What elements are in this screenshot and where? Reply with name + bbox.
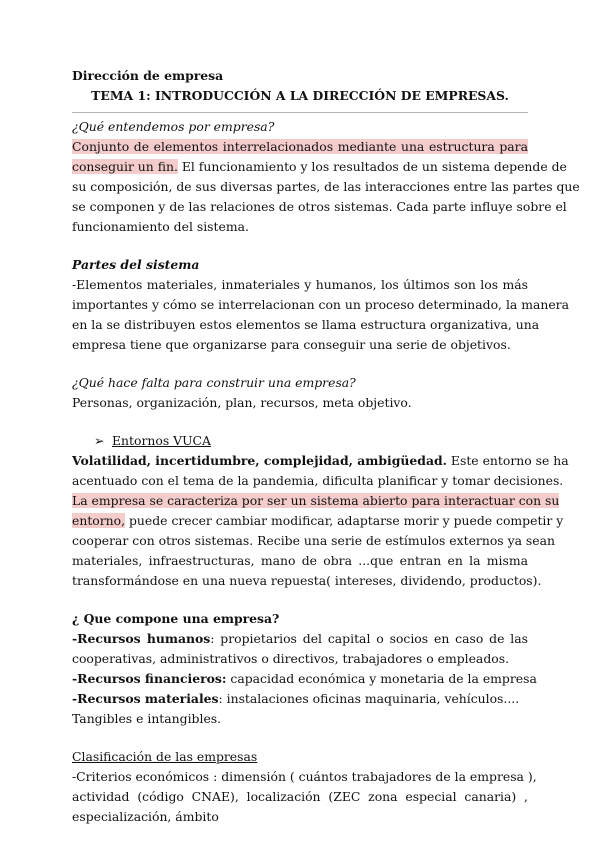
spacer xyxy=(72,237,528,255)
section-heading-empresa: ¿Qué entendemos por empresa? xyxy=(72,119,275,134)
arrow-bullet-icon: ➢ xyxy=(94,433,105,448)
spacer xyxy=(72,591,528,609)
paragraph-line: Tangibles e intangibles. xyxy=(72,711,222,726)
paragraph-line xyxy=(72,689,528,709)
paragraph-line xyxy=(72,511,564,531)
vuca-heading-text: Entornos VUCA xyxy=(112,433,211,448)
text-run: El funcionamiento y los resultados de un sistema depende de xyxy=(177,159,567,174)
highlighted-definition: conseguir un fin. xyxy=(72,159,178,174)
paragraph-line: -Elementos materiales, inmateriales y humanos, los últimos son los más xyxy=(72,277,528,292)
paragraph-line: Personas, organización, plan, recursos, meta objetivo. xyxy=(72,395,412,410)
section-heading-partes: Partes del sistema xyxy=(72,257,200,272)
paragraph-line: materiales, infraestructuras, mano de obra ...que entran en la misma xyxy=(72,553,528,568)
text-run: puede crecer cambiar modificar, adaptarse morir y puede competir y xyxy=(125,513,564,528)
paragraph-line xyxy=(72,669,537,689)
title-divider xyxy=(72,112,528,113)
paragraph-line: en la se distribuyen estos elementos se llama estructura organizativa, una xyxy=(72,317,540,332)
highlighted-text: entorno, xyxy=(72,513,126,528)
course-name: Dirección de empresa xyxy=(72,68,224,83)
paragraph-line: importantes y cómo se interrelacionan con un proceso determinado, la manera xyxy=(72,297,569,312)
paragraph-line: cooperativas, administrativos o directivos, trabajadores o empleados. xyxy=(72,651,510,666)
section-heading-vuca xyxy=(72,431,528,451)
text-run: : instalaciones oficinas maquinaria, vehículos.... xyxy=(218,691,520,706)
paragraph-line: su composición, de sus diversas partes, de las interacciones entre las partes que xyxy=(72,179,580,194)
paragraph-line: especialización, ámbito xyxy=(72,809,219,824)
spacer xyxy=(72,413,528,431)
paragraph-line: -Criterios económicos : dimensión ( cuántos trabajadores de la empresa ), xyxy=(72,769,537,784)
section-heading-compone: ¿ Que compone una empresa? xyxy=(72,611,280,626)
document-page xyxy=(72,66,580,827)
paragraph-line: funcionamiento del sistema. xyxy=(72,219,249,234)
text-run: Este entorno se ha xyxy=(446,453,569,468)
spacer xyxy=(72,355,528,373)
paragraph-line: empresa tiene que organizarse para conseguir una serie de objetivos. xyxy=(72,337,511,352)
highlighted-text: La empresa se caracteriza por ser un sistema abierto para interactuar con su xyxy=(72,493,560,508)
paragraph-line xyxy=(72,629,528,649)
vuca-terms: Volatilidad, incertidumbre, complejidad, ambigüedad. xyxy=(72,453,447,468)
highlighted-definition: Conjunto de elementos interrelacionados mediante una estructura para xyxy=(72,139,528,154)
paragraph-line xyxy=(72,451,569,471)
text-run: : propietarios del capital o socios en caso de las xyxy=(210,631,528,646)
paragraph-line xyxy=(72,137,528,157)
paragraph-line xyxy=(72,157,567,177)
section-heading-clasificacion: Clasificación de las empresas xyxy=(72,749,258,764)
document-title: TEMA 1: INTRODUCCIÓN A LA DIRECCIÓN DE EMPRESAS. xyxy=(91,88,509,103)
paragraph-line: actividad (código CNAE), localización (ZEC zona especial canaria) , xyxy=(72,789,528,804)
paragraph-line xyxy=(72,491,560,511)
paragraph-line: cooperar con otros sistemas. Recibe una serie de estímulos externos ya sean xyxy=(72,533,555,548)
resource-label-financieros: -Recursos financieros: xyxy=(72,671,227,686)
paragraph-line: acentuado con el tema de la pandemia, dificulta planificar y tomar decisiones. xyxy=(72,473,564,488)
paragraph-line: se componen y de las relaciones de otros sistemas. Cada parte influye sobre el xyxy=(72,199,567,214)
text-run: capacidad económica y monetaria de la empresa xyxy=(226,671,537,686)
paragraph-line: transformándose en una nueva repuesta( intereses, dividendo, productos). xyxy=(72,573,542,588)
resource-label-humanos: -Recursos humanos xyxy=(72,631,211,646)
section-heading-construir: ¿Qué hace falta para construir una empresa? xyxy=(72,375,356,390)
resource-label-materiales: -Recursos materiales xyxy=(72,691,219,706)
spacer xyxy=(72,729,528,747)
